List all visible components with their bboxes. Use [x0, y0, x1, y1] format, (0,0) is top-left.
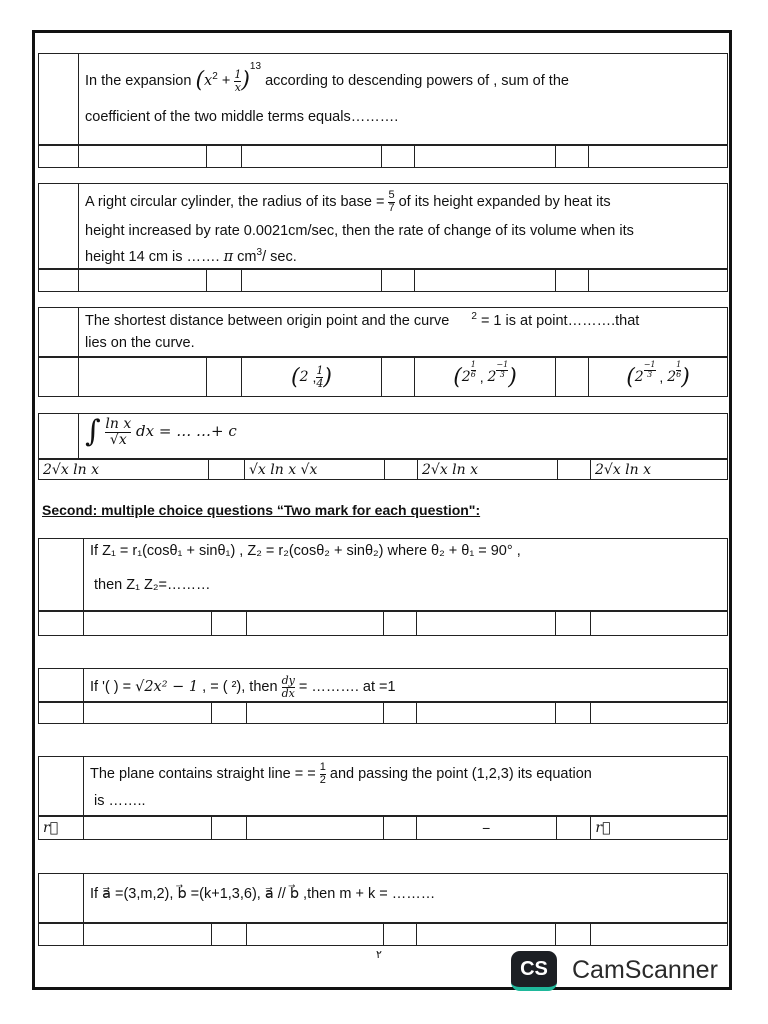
question-number-cell — [39, 414, 79, 458]
question-8-box — [38, 873, 728, 923]
question-4-options — [38, 459, 728, 480]
option-b[interactable]: √x ln x √x — [245, 460, 385, 479]
question-2-line-2: height increased by rate 0.0021cm/sec, then the rate of change of its volume when its — [85, 223, 634, 239]
option-label-cell — [556, 146, 589, 167]
question-number-cell — [39, 757, 84, 815]
option-d[interactable] — [591, 703, 727, 723]
question-2-line-3: height 14 cm is ……. π $cm^3/$ sec. — [85, 247, 297, 265]
option-label-cell — [384, 924, 417, 945]
option-d[interactable] — [591, 924, 727, 945]
question-4-integral: ∫ $\frac{\text{ln x}}{√x}$ dx = … …+ c — [85, 414, 237, 449]
option-label-cell — [382, 146, 415, 167]
question-6-box — [38, 668, 728, 702]
page-number: ٢ — [376, 949, 382, 961]
question-number-cell — [39, 54, 79, 144]
option-label-cell — [209, 460, 245, 479]
option-d[interactable] — [589, 270, 727, 291]
option-label-cell — [212, 817, 248, 839]
option-label-cell — [39, 270, 79, 291]
section-heading: Second: multiple choice questions “Two mark for each question": — [42, 502, 481, 518]
option-label-cell — [556, 703, 591, 723]
option-label-cell — [557, 817, 592, 839]
option-label-cell — [39, 358, 79, 396]
question-number-cell — [39, 539, 84, 610]
question-3-line-1: The shortest distance between origin point and the curve $^2$ = 1 is at point……….that — [85, 311, 640, 329]
question-number-cell — [39, 874, 84, 922]
question-5-line-1: If Z₁ = r₁(cosθ₁ + sinθ₁) , Z₂ = r₂(cosθ₂ + sinθ₂) where θ₂ + θ₁ = 90° , — [90, 543, 521, 559]
question-number-cell — [39, 669, 84, 701]
option-c[interactable] — [417, 703, 557, 723]
option-label-cell — [384, 817, 417, 839]
option-label-cell — [385, 460, 418, 479]
option-d[interactable]: 2√x ln x — [595, 461, 652, 478]
option-a[interactable]: 2√x ln x — [39, 460, 209, 479]
question-5-box — [38, 538, 728, 611]
option-label-cell — [556, 612, 591, 635]
option-a-value[interactable] — [84, 817, 212, 839]
option-label-cell — [207, 146, 242, 167]
question-7-box — [38, 756, 728, 816]
option-label-cell — [558, 460, 591, 479]
question-8-options — [38, 923, 728, 946]
question-5-options — [38, 611, 728, 636]
question-2-line-1: A right circular cylinder, the radius of its base = $\frac{5}{7}$ of its height expanded by heat its — [85, 189, 611, 214]
question-number-cell — [39, 308, 79, 356]
option-a[interactable] — [79, 146, 207, 167]
option-label-cell — [384, 612, 417, 635]
option-a[interactable] — [84, 924, 212, 945]
question-1-options — [38, 145, 728, 168]
option-d[interactable]: r⃗ — [595, 820, 611, 836]
question-1-box — [38, 53, 728, 145]
option-b[interactable] — [247, 703, 384, 723]
question-3-box — [38, 307, 728, 357]
option-label-cell — [207, 270, 242, 291]
question-4-box — [38, 413, 728, 459]
option-label-cell — [384, 703, 417, 723]
option-b[interactable] — [247, 612, 384, 635]
option-label-cell — [212, 924, 248, 945]
option-label-cell — [39, 924, 84, 945]
question-3-line-2: lies on the curve. — [85, 335, 195, 351]
option-d[interactable]: ( 2 $\frac{-1}{3}$ , 2 $\frac{1}{6}$ ) — [626, 360, 690, 390]
option-b[interactable] — [242, 270, 382, 291]
question-5-line-2: then Z₁ Z₂=……… — [94, 577, 211, 593]
question-8-line-1: If a⃗ =(3,m,2), b⃗ =(k+1,3,6), a⃗ // b⃗ ,then m + k = ……… — [90, 886, 436, 902]
option-label-cell — [39, 612, 84, 635]
option-b[interactable] — [247, 817, 384, 839]
question-6-line-1: If '( ) = √2x² − 1 , = ( ²), then $\frac{dy}{dx}$ = ………. at =1 — [90, 674, 396, 700]
question-7-line-1: The plane contains straight line = = $\frac{1}{2}$ and passing the point (1,2,3) its equation — [90, 761, 592, 786]
option-c[interactable]: 2√x ln x — [418, 460, 558, 479]
option-b[interactable]: ( 2 , $\frac{1}{4}$ ) — [242, 358, 382, 396]
option-label-cell — [212, 612, 248, 635]
option-label-cell — [207, 358, 242, 396]
option-d[interactable] — [589, 146, 727, 167]
question-7-line-2: is …….. — [94, 793, 146, 809]
question-7-options — [38, 816, 728, 840]
option-label-cell — [556, 924, 591, 945]
option-c[interactable] — [417, 924, 557, 945]
option-a[interactable] — [84, 703, 212, 723]
question-2-box — [38, 183, 728, 269]
option-d[interactable] — [591, 612, 727, 635]
option-label-cell — [39, 146, 79, 167]
question-2-options — [38, 269, 728, 292]
option-a[interactable]: r⃗ — [39, 817, 84, 839]
option-c[interactable]: ( 2 $\frac{1}{6}$ , 2 $\frac{-1}{3}$ ) — [415, 358, 556, 396]
option-a[interactable] — [79, 270, 207, 291]
option-c[interactable] — [415, 146, 556, 167]
camscanner-logo-icon: CS — [511, 951, 557, 991]
question-1-line-2: coefficient of the two middle terms equals………. — [85, 109, 399, 125]
option-c[interactable]: − — [417, 817, 557, 839]
question-number-cell — [39, 184, 79, 268]
option-c[interactable] — [417, 612, 557, 635]
option-b[interactable] — [242, 146, 382, 167]
option-label-cell — [556, 358, 589, 396]
question-1-line-1: In the expansion ($x^2$ + $\frac{1}{x}$ )$^{13}$ according to descending powers of , sum of the — [85, 61, 569, 94]
option-label-cell — [39, 703, 84, 723]
option-label-cell — [556, 270, 589, 291]
question-6-options — [38, 702, 728, 724]
option-a[interactable] — [84, 612, 212, 635]
option-b[interactable] — [247, 924, 384, 945]
option-c[interactable] — [415, 270, 556, 291]
option-a[interactable] — [79, 358, 207, 396]
option-label-cell — [382, 358, 415, 396]
option-label-cell — [382, 270, 415, 291]
option-label-cell — [212, 703, 248, 723]
camscanner-watermark: CamScanner — [572, 956, 718, 984]
question-3-options — [38, 357, 728, 397]
